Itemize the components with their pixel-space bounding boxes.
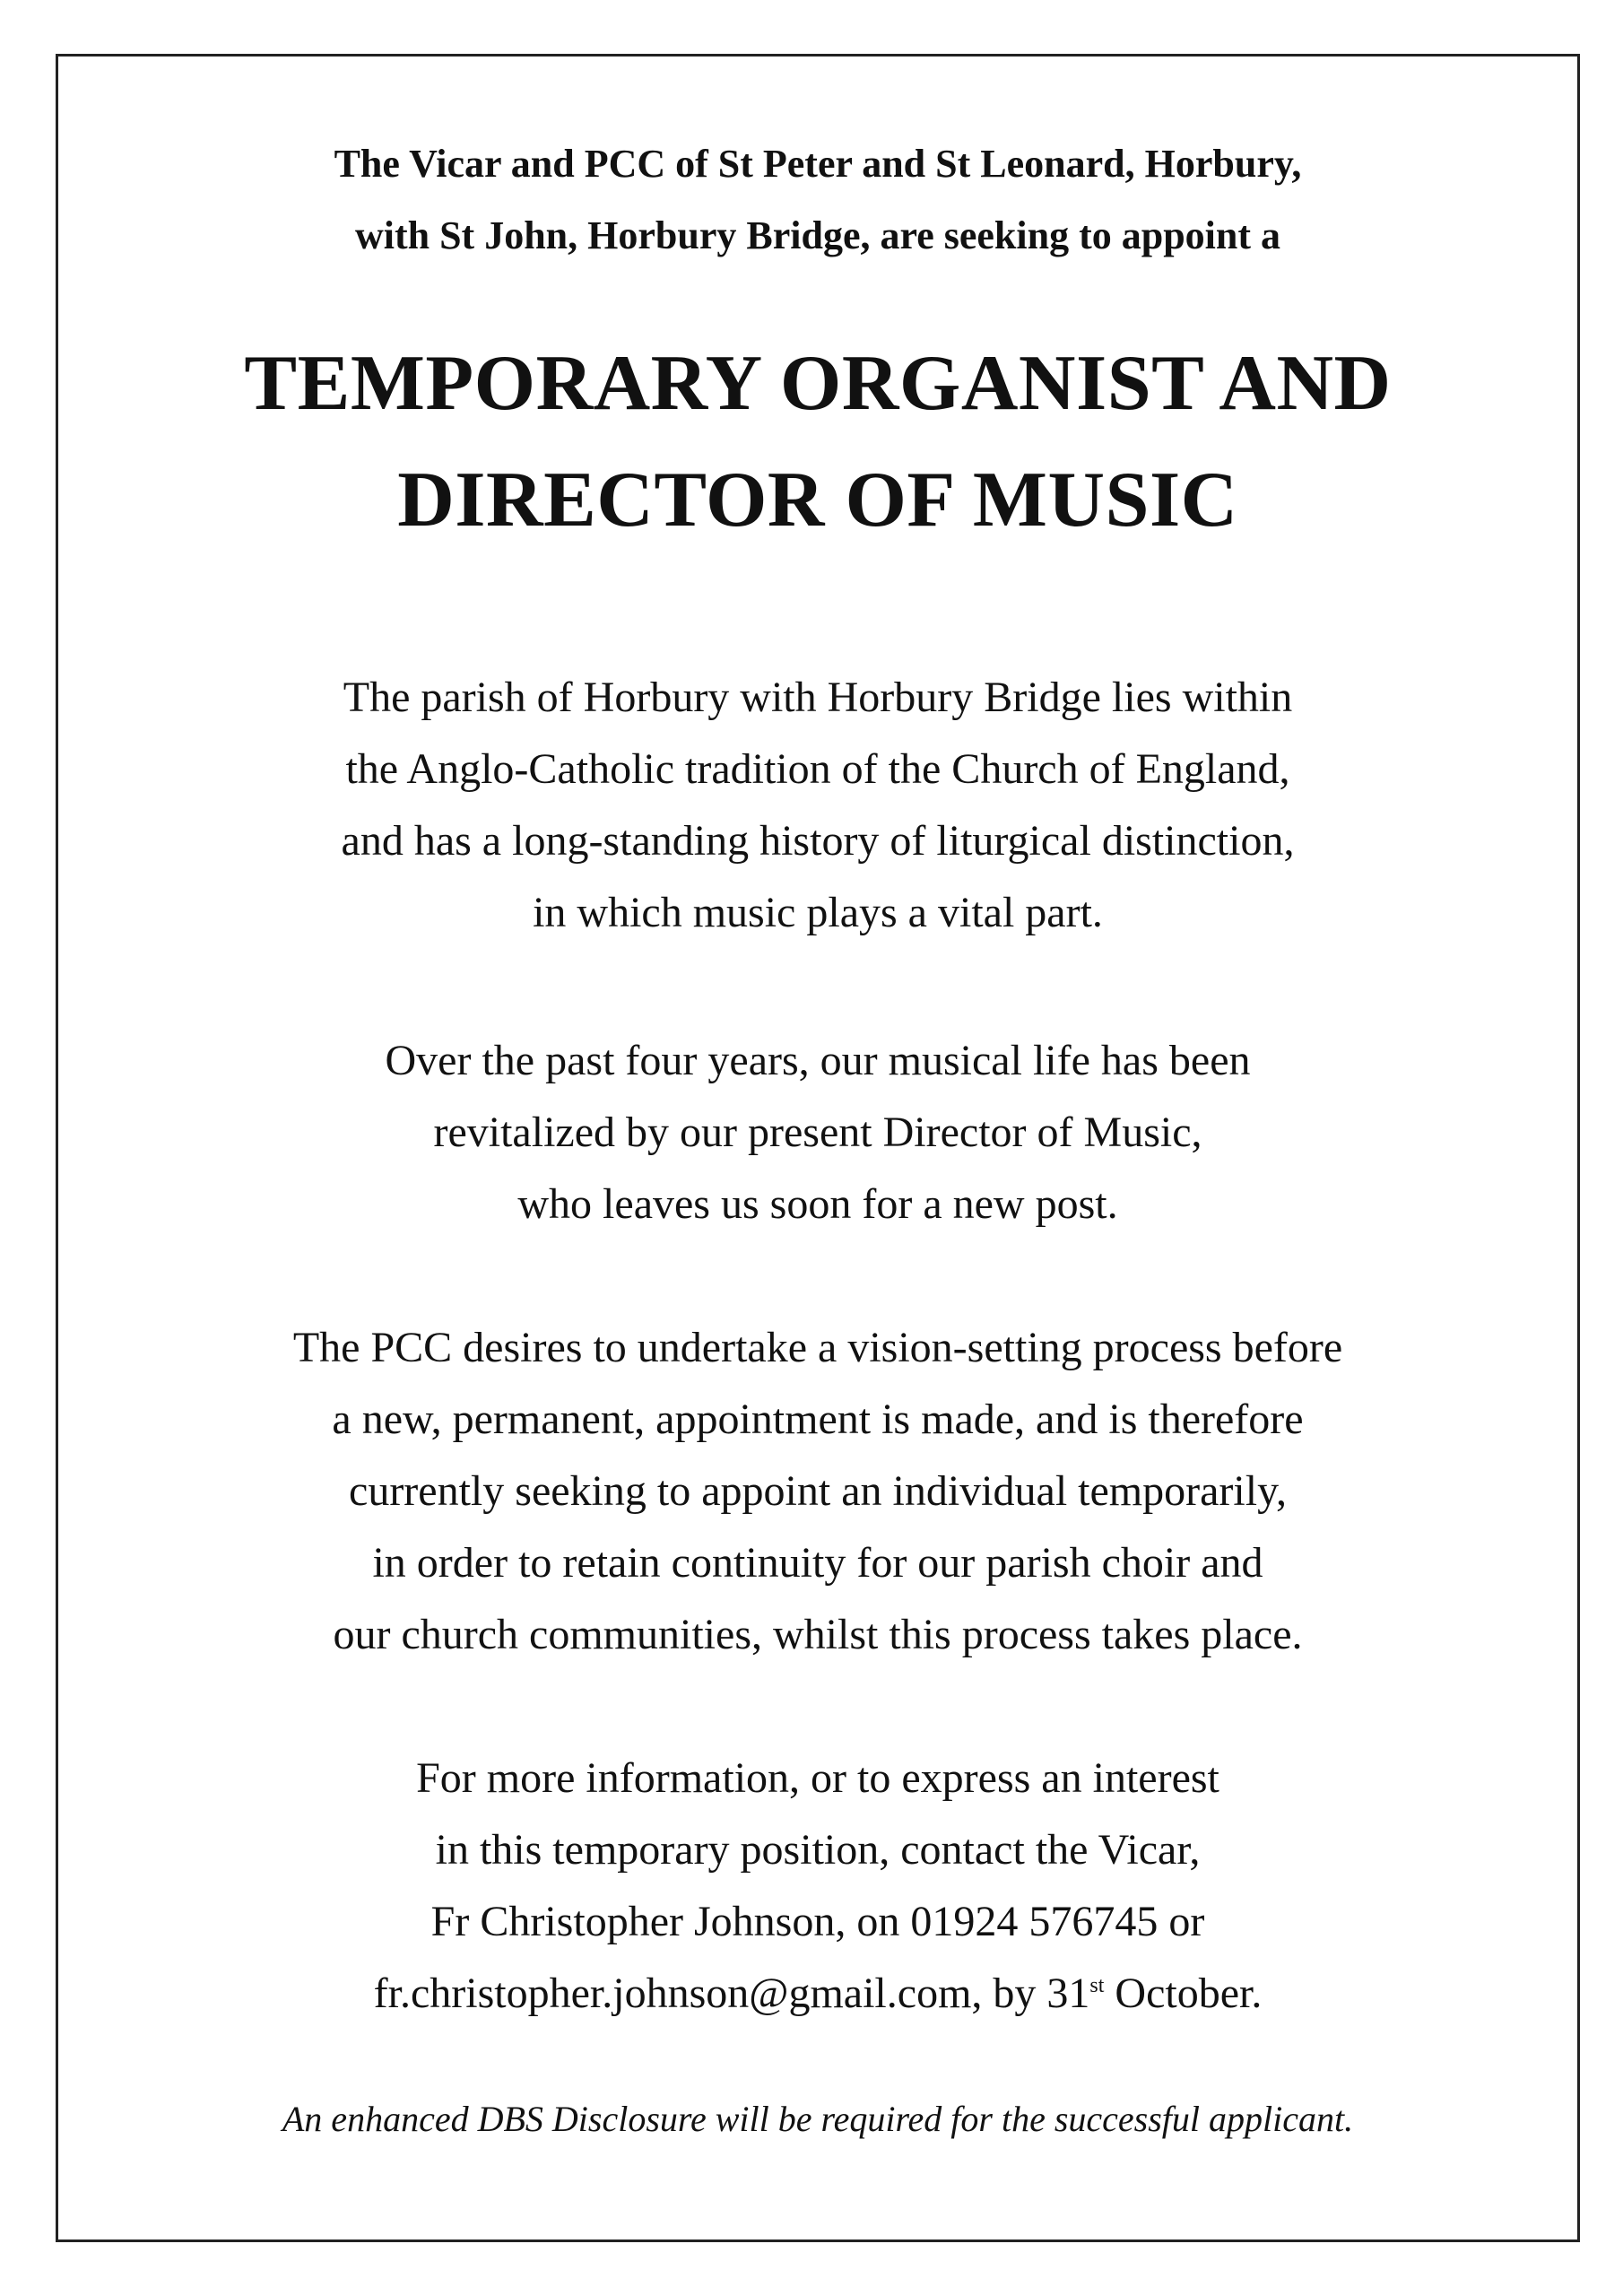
paragraph-history: [58, 1025, 1577, 1240]
paragraph-line: Over the past four years, our musical life has been: [385, 1037, 1251, 1084]
position-title: [58, 326, 1577, 559]
paragraph-parish: [58, 662, 1577, 949]
paragraph-line: The parish of Horbury with Horbury Bridge lies within: [343, 674, 1293, 721]
notice-frame: [56, 54, 1580, 2242]
contact-line: [58, 1958, 1577, 2030]
paragraph-line: Fr Christopher Johnson, on 01924 576745 or: [430, 1898, 1205, 1945]
paragraph-line: For more information, or to express an interest: [416, 1754, 1219, 1802]
paragraph-contact: [58, 1743, 1577, 2030]
dbs-note: [58, 2092, 1577, 2146]
title-line-2: DIRECTOR OF MUSIC: [397, 457, 1238, 544]
paragraph-line: and has a long-standing history of liturgical distinction,: [341, 817, 1295, 865]
paragraph-line: a new, permanent, appointment is made, and is therefore: [332, 1396, 1304, 1443]
contact-email[interactable]: fr.christopher.johnson@gmail.com: [373, 1970, 972, 2017]
paragraph-line: in which music plays a vital part.: [533, 889, 1103, 936]
paragraph-line: currently seeking to appoint an individual temporarily,: [349, 1467, 1287, 1515]
dbs-note-text: An enhanced DBS Disclosure will be required for the successful applicant.: [282, 2099, 1354, 2139]
deadline-prefix: , by 31: [971, 1970, 1090, 2017]
intro-line-2: with St John, Horbury Bridge, are seeking to appoint a: [354, 213, 1281, 257]
paragraph-line: our church communities, whilst this process takes place.: [333, 1611, 1303, 1658]
paragraph-line: who leaves us soon for a new post.: [517, 1180, 1118, 1228]
paragraph-line: The PCC desires to undertake a vision-setting process before: [292, 1324, 1343, 1371]
intro-line-1: The Vicar and PCC of St Peter and St Leonard, Horbury,: [334, 142, 1302, 186]
title-line-1: TEMPORARY ORGANIST AND: [244, 340, 1392, 427]
deadline-month: October.: [1104, 1970, 1263, 2017]
intro-heading: [58, 128, 1577, 272]
paragraph-line: revitalized by our present Director of Music,: [433, 1109, 1202, 1156]
paragraph-process: [58, 1312, 1577, 1671]
paragraph-line: the Anglo-Catholic tradition of the Church of England,: [345, 745, 1290, 793]
paragraph-line: in order to retain continuity for our parish choir and: [372, 1539, 1263, 1587]
date-suffix: st: [1089, 1974, 1105, 1997]
paragraph-line: in this temporary position, contact the Vicar,: [435, 1826, 1201, 1874]
